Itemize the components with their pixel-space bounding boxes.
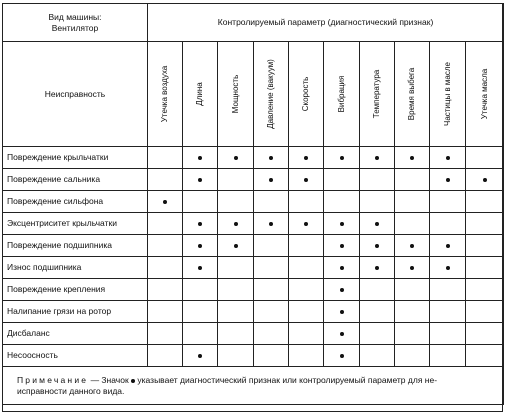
mark-cell [395, 213, 430, 235]
note-heading: Примечание [17, 375, 89, 386]
mark-cell [289, 235, 324, 257]
bullet-mark-icon [234, 222, 238, 226]
mark-cell [324, 147, 360, 169]
mark-cell [218, 279, 254, 301]
mark-cell [466, 235, 504, 257]
mark-cell [324, 345, 360, 367]
mark-cell [254, 147, 289, 169]
mark-cell [395, 169, 430, 191]
mark-cell [466, 301, 504, 323]
note-text-1: — Значок [88, 375, 132, 386]
mark-cell [466, 345, 504, 367]
fault-label: Повреждение подшипника [3, 235, 148, 257]
param-header-label: Время выбега [407, 67, 417, 121]
param-header-cell [218, 42, 254, 147]
mark-cell [430, 235, 466, 257]
fault-label: Налипание грязи на ротор [3, 301, 148, 323]
fault-label: Повреждение сальника [3, 169, 148, 191]
mark-cell [254, 301, 289, 323]
mark-cell [466, 169, 504, 191]
mark-cell [289, 169, 324, 191]
mark-cell [466, 191, 504, 213]
param-header-label: Частицы в масле [442, 61, 452, 127]
mark-cell [254, 323, 289, 345]
mark-cell [148, 345, 183, 367]
mark-cell [395, 235, 430, 257]
mark-cell [254, 257, 289, 279]
mark-cell [360, 191, 395, 213]
mark-cell [395, 191, 430, 213]
param-header-label: Вибрация [336, 75, 346, 113]
mark-cell [324, 191, 360, 213]
mark-cell [395, 345, 430, 367]
mark-cell [360, 257, 395, 279]
diagnostic-table-document [2, 3, 503, 412]
bullet-mark-icon [410, 244, 414, 248]
mark-cell [218, 323, 254, 345]
mark-cell [148, 279, 183, 301]
mark-cell [360, 323, 395, 345]
bullet-mark-icon [198, 354, 202, 358]
fault-label: Повреждение сильфона [3, 191, 148, 213]
mark-cell [360, 213, 395, 235]
mark-cell [324, 235, 360, 257]
param-header-cell [324, 42, 360, 147]
param-header-cell [430, 42, 466, 147]
mark-cell [218, 257, 254, 279]
param-header-cell [183, 42, 218, 147]
mark-cell [360, 279, 395, 301]
mark-cell [395, 257, 430, 279]
mark-cell [148, 213, 183, 235]
mark-cell [430, 301, 466, 323]
bullet-mark-icon [340, 354, 344, 358]
params-header-cell [148, 4, 504, 42]
mark-cell [218, 301, 254, 323]
mark-cell [183, 191, 218, 213]
mark-cell [218, 345, 254, 367]
bullet-mark-icon [375, 244, 379, 248]
mark-cell [183, 301, 218, 323]
mark-cell [360, 301, 395, 323]
bullet-mark-icon [198, 266, 202, 270]
table-row [3, 345, 504, 367]
mark-cell [395, 301, 430, 323]
mark-cell [183, 147, 218, 169]
param-header-label: Длина [195, 82, 205, 106]
mark-cell [324, 257, 360, 279]
bullet-mark-icon [483, 178, 487, 182]
fault-parameter-matrix [2, 3, 504, 405]
mark-cell [183, 235, 218, 257]
mark-cell [148, 323, 183, 345]
note-text-3: исправности данного вида. [17, 385, 125, 396]
param-header-cell [289, 42, 324, 147]
note-text-2: указывает диагностический признак или контролируемый параметр для не- [135, 375, 438, 386]
bullet-mark-icon [375, 266, 379, 270]
mark-cell [430, 191, 466, 213]
mark-cell [218, 235, 254, 257]
bullet-mark-icon [340, 244, 344, 248]
mark-cell [183, 345, 218, 367]
param-header-label: Температура [372, 69, 382, 119]
table-row [3, 191, 504, 213]
note-cell [3, 367, 504, 405]
bullet-mark-icon [446, 266, 450, 270]
mark-cell [218, 191, 254, 213]
bullet-mark-icon [446, 156, 450, 160]
mark-cell [324, 169, 360, 191]
table-row [3, 323, 504, 345]
fault-label: Несоосность [3, 345, 148, 367]
param-header-label: Утечка масла [479, 68, 489, 120]
mark-cell [148, 191, 183, 213]
mark-cell [148, 235, 183, 257]
mark-cell [324, 301, 360, 323]
bullet-mark-icon [304, 178, 308, 182]
machine-type-label: Вид машины: [48, 12, 102, 23]
bullet-mark-icon [163, 200, 167, 204]
mark-cell [466, 147, 504, 169]
mark-cell [395, 279, 430, 301]
mark-cell [289, 147, 324, 169]
fault-label: Дисбаланс [3, 323, 148, 345]
param-header-cell [254, 42, 289, 147]
mark-cell [430, 323, 466, 345]
param-header-label: Давление (вакуум) [266, 59, 276, 129]
bullet-mark-icon [234, 156, 238, 160]
param-header-cell [395, 42, 430, 147]
mark-cell [148, 169, 183, 191]
bullet-mark-icon [304, 222, 308, 226]
bullet-mark-icon [198, 244, 202, 248]
mark-cell [430, 279, 466, 301]
bullet-mark-icon [340, 222, 344, 226]
mark-cell [360, 169, 395, 191]
mark-cell [254, 235, 289, 257]
mark-cell [183, 323, 218, 345]
mark-cell [218, 213, 254, 235]
fault-header-cell [3, 42, 148, 147]
param-header-cell [466, 42, 504, 147]
bullet-mark-icon [198, 178, 202, 182]
mark-cell [218, 147, 254, 169]
fault-label: Повреждение крыльчатки [3, 147, 148, 169]
mark-cell [466, 323, 504, 345]
bullet-mark-icon [340, 310, 344, 314]
bullet-mark-icon [375, 156, 379, 160]
table-row [3, 279, 504, 301]
bullet-mark-icon [340, 266, 344, 270]
mark-cell [254, 213, 289, 235]
bullet-mark-icon [198, 222, 202, 226]
bullet-mark-icon [269, 156, 273, 160]
table-row [3, 213, 504, 235]
bullet-mark-icon [375, 222, 379, 226]
mark-cell [183, 279, 218, 301]
bullet-mark-icon [446, 244, 450, 248]
table-row [3, 147, 504, 169]
bullet-mark-icon [410, 266, 414, 270]
mark-cell [148, 257, 183, 279]
param-header-cell [360, 42, 395, 147]
mark-cell [148, 301, 183, 323]
machine-type-cell [3, 4, 148, 42]
table-row [3, 235, 504, 257]
mark-cell [430, 345, 466, 367]
table-row [3, 301, 504, 323]
bullet-mark-icon [269, 222, 273, 226]
param-header-label: Мощность [230, 74, 240, 114]
mark-cell [324, 279, 360, 301]
table-row [3, 257, 504, 279]
bullet-mark-icon [340, 332, 344, 336]
mark-cell [430, 257, 466, 279]
table-row [3, 169, 504, 191]
fault-column-label: Неисправность [44, 88, 106, 99]
mark-cell [289, 345, 324, 367]
bullet-mark-icon [198, 156, 202, 160]
mark-cell [218, 169, 254, 191]
mark-cell [254, 169, 289, 191]
mark-cell [183, 257, 218, 279]
mark-cell [289, 191, 324, 213]
fault-label: Эксцентриситет крыльчатки [3, 213, 148, 235]
mark-cell [360, 147, 395, 169]
bullet-mark-icon [234, 244, 238, 248]
mark-cell [466, 257, 504, 279]
mark-cell [430, 147, 466, 169]
bullet-mark-icon [340, 288, 344, 292]
mark-cell [289, 279, 324, 301]
param-header-cell [148, 42, 183, 147]
fault-label: Износ подшипника [3, 257, 148, 279]
mark-cell [430, 169, 466, 191]
bullet-mark-icon [446, 178, 450, 182]
param-header-label: Скорость [301, 76, 311, 112]
mark-cell [289, 213, 324, 235]
mark-cell [254, 345, 289, 367]
mark-cell [360, 345, 395, 367]
mark-cell [148, 147, 183, 169]
mark-cell [395, 147, 430, 169]
bullet-mark-icon [304, 156, 308, 160]
params-title: Контролируемый параметр (диагностический признак) [217, 17, 434, 28]
mark-cell [466, 279, 504, 301]
mark-cell [289, 323, 324, 345]
mark-cell [254, 279, 289, 301]
mark-cell [183, 213, 218, 235]
machine-type-value: Вентилятор [51, 22, 99, 33]
mark-cell [324, 213, 360, 235]
bullet-mark-icon [269, 178, 273, 182]
mark-cell [289, 301, 324, 323]
fault-label: Повреждение крепления [3, 279, 148, 301]
mark-cell [430, 213, 466, 235]
param-header-label: Утечка воздуха [160, 65, 170, 123]
bullet-mark-icon [340, 156, 344, 160]
mark-cell [324, 323, 360, 345]
mark-cell [183, 169, 218, 191]
mark-cell [289, 257, 324, 279]
bullet-mark-icon [410, 156, 414, 160]
mark-cell [395, 323, 430, 345]
mark-cell [466, 213, 504, 235]
mark-cell [254, 191, 289, 213]
mark-cell [360, 235, 395, 257]
